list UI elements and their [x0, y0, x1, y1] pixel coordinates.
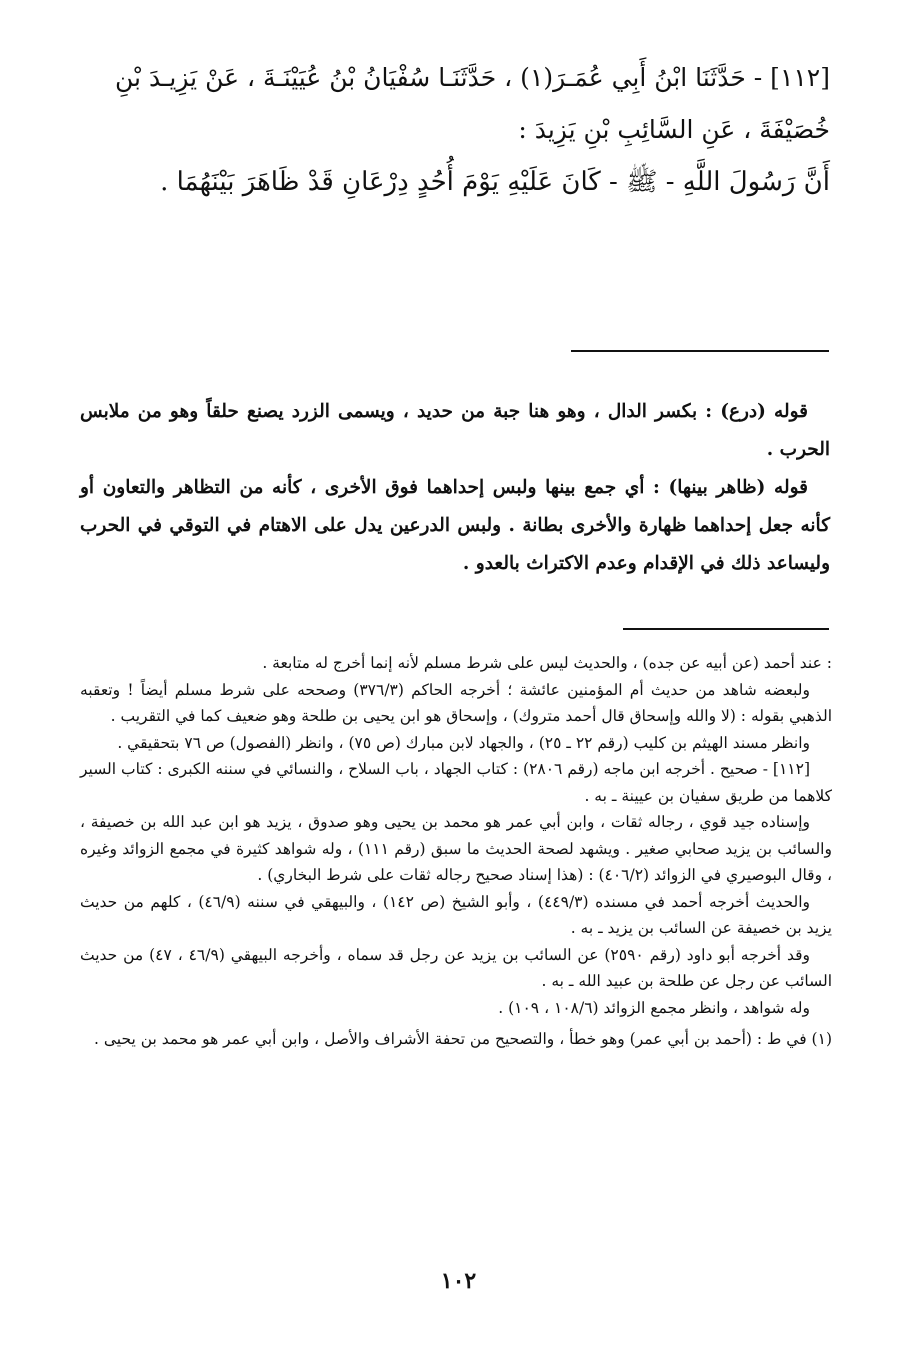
footnote-ahmad-bayhaqi: والحديث أخرجه أحمد في مسنده (٤٤٩/٣) ، وأبو الشيخ (ص ١٤٢) ، والبيهقي في سننه (٤٦/٩) ، كلهم من حديث يزيد بن خصيفة عن السائب بن يزيد ـ به . — [80, 892, 832, 937]
commentary-divider — [571, 350, 829, 352]
footnote-continuation: : عند أحمد (عن أبيه عن جده) ، والحديث ليس على شرط مسلم لأنه إنما أخرج له متابعة . — [262, 654, 832, 672]
footnote-takhrij-112: [١١٢] - صحيح . أخرجه ابن ماجه (رقم ٢٨٠٦) : كتاب الجهاد ، باب السلاح ، والنسائي في سننه الكبرى : كتاب السير كلاهما من طريق سفيان بن عيينة ـ به . — [80, 760, 832, 805]
footnotes-divider — [623, 628, 829, 630]
footnote-references: وانظر مسند الهيثم بن كليب (رقم ٢٢ ـ ٢٥) ، والجهاد لابن مبارك (ص ٧٥) ، وانظر (الفصول) ص ٧٦ بتحقيقي . — [117, 733, 810, 752]
footnotes — [80, 650, 832, 1053]
hadith-text — [80, 52, 830, 208]
footnote-isnad-grading: وإسناده جيد قوي ، رجاله ثقات ، وابن أبي عمر هو محمد بن يحيى وهو صدوق ، يزيد هو ابن عبد الله بن خصيفة ، والسائب بن يزيد صحابي صغير . ويشهد لصحة الحديث ما سبق (رقم ١١١) ، وله شواهد كثيرة في مجمع الزوائد وغيره ، وقال البوصيري في الزوائد (٤٠٦/٢) : (هذا إسناد صحيح رجاله ثقات على شرط البخاري) . — [80, 813, 832, 884]
commentary-dir-word: قوله (درع) : بكسر الدال ، وهو هنا جبة من حديد ، ويسمى الزرد يصنع حلقاً وهو من ملابس الحرب . — [80, 401, 830, 460]
footnote-abu-dawud: وقد أخرجه أبو داود (رقم ٢٥٩٠) عن السائب بن يزيد عن رجل قد سماه ، وأخرجه البيهقي (٤٦/٩ ، ٤٧) من حديث السائب عن رجل عن طلحة بن عبيد الله ـ به . — [80, 945, 832, 990]
hadith-isnad-line-1: [١١٢] - حَدَّثَنَا ابْنُ أَبِي عُمَـرَ(١) ، حَدَّثَنَـا سُفْيَانُ بْنُ عُيَيْنَـةَ ، عَنْ يَزِيـدَ بْنِ — [115, 63, 830, 92]
footnote-shawahid: وله شواهد ، وانظر مجمع الزوائد (١٠٨/٦ ، ١٠٩) . — [498, 998, 810, 1017]
footnote-aisha-witness: ولبعضه شاهد من حديث أم المؤمنين عائشة ؛ أخرجه الحاكم (٣٧٦/٣) وصححه على شرط مسلم أيضاً ! وتعقبه الذهبي بقوله : (لا والله وإسحاق قال أحمد متروك) ، وإسحاق هو ابن يحيى بن طلحة وهو ضعيف كما في التقريب . — [80, 680, 832, 725]
footnote-1-correction: (١) في ط : (أحمد بن أبي عمر) وهو خطأ ، والتصحيح من تحفة الأشراف والأصل ، وابن أبي عمر هو محمد بن يحيى . — [94, 1030, 832, 1048]
hadith-matn: أَنَّ رَسُولَ اللَّهِ - ﷺ - كَانَ عَلَيْهِ يَوْمَ أُحُدٍ دِرْعَانِ قَدْ ظَاهَرَ بَيْنَهُمَا . — [160, 167, 830, 197]
hadith-isnad-line-2: خُصَيْفَةَ ، عَنِ السَّائِبِ بْنِ يَزِيدَ : — [518, 115, 830, 144]
commentary — [80, 393, 830, 583]
page-number: ١٠٢ — [440, 1268, 477, 1294]
commentary-zahara-word: قوله (ظاهر بينها) : أي جمع بينها ولبس إحداهما فوق الأخرى ، كأنه من التظاهر والتعاون أو كأنه جعل إحداهما ظهارة والأخرى بطانة . ولبس الدرعين يدل على الاهتام في التوقي في الحرب وليساعد ذلك في الإقدام وعدم الاكتراث بالعدو . — [80, 477, 830, 574]
